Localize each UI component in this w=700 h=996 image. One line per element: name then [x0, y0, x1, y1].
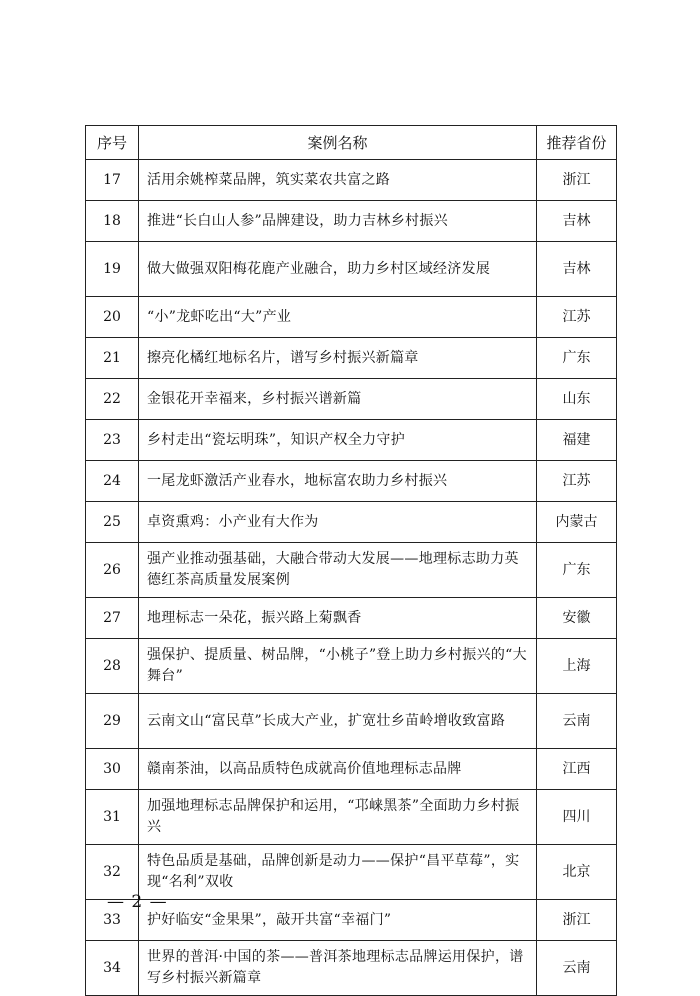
row-case-name: 赣南茶油，以高品质特色成就高价值地理标志品牌 [139, 749, 537, 790]
row-province: 安徽 [537, 598, 617, 639]
table-row [86, 297, 617, 338]
table-row [86, 201, 617, 242]
row-case-name: 做大做强双阳梅花鹿产业融合，助力乡村区域经济发展 [139, 242, 537, 297]
row-case-name: 擦亮化橘红地标名片，谱写乡村振兴新篇章 [139, 338, 537, 379]
row-case-name: “小”龙虾吃出“大”产业 [139, 297, 537, 338]
row-province: 山东 [537, 379, 617, 420]
row-case-name: 推进“长白山人参”品牌建设，助力吉林乡村振兴 [139, 201, 537, 242]
row-case-name: 卓资熏鸡：小产业有大作为 [139, 502, 537, 543]
row-serial-number: 33 [86, 900, 139, 941]
row-serial-number: 18 [86, 201, 139, 242]
row-province: 广东 [537, 338, 617, 379]
header-recommending-province: 推荐省份 [537, 126, 617, 160]
row-province: 浙江 [537, 160, 617, 201]
row-serial-number: 34 [86, 941, 139, 996]
row-province: 江西 [537, 749, 617, 790]
row-province: 福建 [537, 420, 617, 461]
row-case-name: 活用余姚榨菜品牌，筑实菜农共富之路 [139, 160, 537, 201]
table-row [86, 694, 617, 749]
table-row [86, 379, 617, 420]
row-serial-number: 19 [86, 242, 139, 297]
table-row [86, 420, 617, 461]
table-row [86, 242, 617, 297]
row-case-name: 强保护、提质量、树品牌，“小桃子”登上助力乡村振兴的“大舞台” [139, 639, 537, 694]
table-header [86, 126, 617, 160]
row-province: 内蒙古 [537, 502, 617, 543]
row-serial-number: 31 [86, 790, 139, 845]
row-case-name: 护好临安“金果果”，敲开共富“幸福门” [139, 900, 537, 941]
table-row [86, 598, 617, 639]
row-province: 北京 [537, 845, 617, 900]
row-case-name: 世界的普洱·中国的茶——普洱茶地理标志品牌运用保护，谱写乡村振兴新篇章 [139, 941, 537, 996]
header-case-name: 案例名称 [139, 126, 537, 160]
row-case-name: 强产业推动强基础，大融合带动大发展——地理标志助力英德红茶高质量发展案例 [139, 543, 537, 598]
table-row [86, 461, 617, 502]
row-serial-number: 29 [86, 694, 139, 749]
table-row [86, 502, 617, 543]
row-serial-number: 25 [86, 502, 139, 543]
row-case-name: 云南文山“富民草”长成大产业，扩宽壮乡苗岭增收致富路 [139, 694, 537, 749]
table-row [86, 639, 617, 694]
table-row [86, 941, 617, 996]
row-province: 四川 [537, 790, 617, 845]
row-case-name: 地理标志一朵花，振兴路上菊飘香 [139, 598, 537, 639]
row-serial-number: 22 [86, 379, 139, 420]
header-serial-number: 序号 [86, 126, 139, 160]
page-number: — 2 — [107, 892, 168, 912]
row-case-name: 加强地理标志品牌保护和运用，“邛崃黑茶”全面助力乡村振兴 [139, 790, 537, 845]
row-serial-number: 17 [86, 160, 139, 201]
row-serial-number: 20 [86, 297, 139, 338]
row-province: 上海 [537, 639, 617, 694]
row-province: 吉林 [537, 201, 617, 242]
row-province: 江苏 [537, 461, 617, 502]
table-row [86, 790, 617, 845]
row-case-name: 金银花开幸福来，乡村振兴谱新篇 [139, 379, 537, 420]
table-row [86, 160, 617, 201]
row-serial-number: 32 [86, 845, 139, 900]
case-list-table [85, 125, 617, 996]
row-serial-number: 23 [86, 420, 139, 461]
table-body [86, 160, 617, 996]
row-province: 江苏 [537, 297, 617, 338]
row-case-name: 乡村走出“瓷坛明珠”，知识产权全力守护 [139, 420, 537, 461]
row-case-name: 特色品质是基础，品牌创新是动力——保护“昌平草莓”，实现“名利”双收 [139, 845, 537, 900]
table-row [86, 543, 617, 598]
row-province: 云南 [537, 941, 617, 996]
row-case-name: 一尾龙虾激活产业春水，地标富农助力乡村振兴 [139, 461, 537, 502]
row-province: 广东 [537, 543, 617, 598]
row-serial-number: 26 [86, 543, 139, 598]
row-province: 云南 [537, 694, 617, 749]
row-serial-number: 21 [86, 338, 139, 379]
table-row [86, 338, 617, 379]
table-row [86, 749, 617, 790]
row-serial-number: 30 [86, 749, 139, 790]
row-serial-number: 24 [86, 461, 139, 502]
row-serial-number: 28 [86, 639, 139, 694]
row-province: 浙江 [537, 900, 617, 941]
row-province: 吉林 [537, 242, 617, 297]
row-serial-number: 27 [86, 598, 139, 639]
